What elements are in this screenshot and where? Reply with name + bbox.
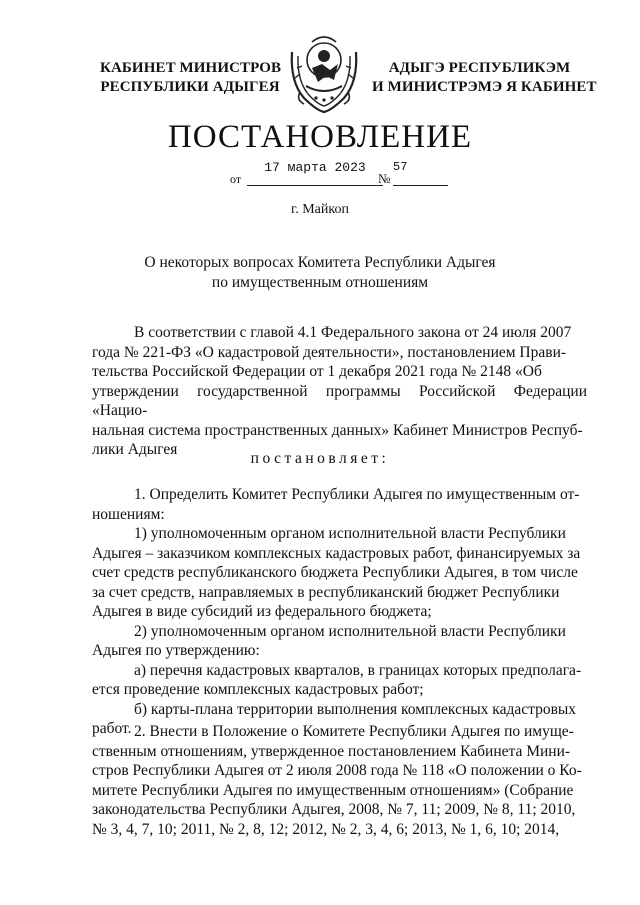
preamble-line: В соответствии с главой 4.1 Федерального закона от 24 июля 2007 — [134, 324, 572, 341]
item-2-line: стров Республики Адыгея от 2 июля 2008 года № 118 «О положении о Ко- — [92, 762, 582, 779]
item-2-line: 2. Внести в Положение о Комитете Республики Адыгея по имуще- — [134, 723, 574, 740]
item-1-2a-line: ется проведение комплексных кадастровых работ; — [92, 681, 424, 698]
document-subject — [0, 253, 640, 293]
city: г. Майкоп — [291, 202, 349, 217]
header-left-line-1: КАБИНЕТ МИНИСТРОВ — [100, 60, 282, 76]
header-right-line-1: АДЫГЭ РЕСПУБЛИКЭМ — [388, 60, 571, 76]
document-number: 57 — [393, 160, 448, 186]
item-1-1-line: Адыгея – заказчиком комплексных кадастровых работ, финансируемых за — [92, 544, 581, 562]
document-title: ПОСТАНОВЛЕНИЕ — [167, 119, 473, 155]
item-1-2a-line: а) перечня кадастровых кварталов, в границах которых предполага- — [134, 661, 582, 679]
item-1-block — [92, 485, 587, 739]
item-1-1-line: за счет средств, направляемых в республиканский бюджет Республики — [92, 583, 560, 601]
item-2-line: № 3, 4, 7, 10; 2011, № 2, 8, 12; 2012, № 2, 3, 4, 6; 2013, № 1, 6, 10; 2014, — [92, 820, 560, 838]
document-date: 17 марта 2023 — [247, 160, 383, 186]
header-right-authority — [372, 59, 597, 97]
preamble-paragraph — [92, 323, 587, 460]
item-1-line: 1. Определить Комитет Республики Адыгея по имущественным от- — [134, 486, 580, 503]
number-sign: № — [378, 171, 391, 186]
decree-word: постановляет: — [250, 450, 390, 467]
item-2-line: ственным отношениям, утвержденное постановлением Кабинета Мини- — [92, 742, 571, 760]
item-1-2-line: 2) уполномоченным органом исполнительной власти Республики — [134, 622, 566, 640]
subject-line-2: по имущественным отношениям — [211, 274, 429, 291]
preamble-line: лики Адыгея — [92, 441, 178, 458]
date-prefix: от — [230, 172, 242, 186]
preamble-line: утверждении государственной программы Российской Федерации «Нацио- — [92, 382, 587, 419]
item-1-2b-line: работ. — [92, 720, 132, 737]
preamble-line: тельства Российской Федерации от 1 декабря 2021 года № 2148 «Об — [92, 363, 542, 380]
item-1-2-line: Адыгея по утверждению: — [92, 642, 260, 659]
coat-of-arms-emblem-icon — [286, 34, 362, 114]
item-1-1-line: Адыгея в виде субсидий из федерального бюджета; — [92, 603, 432, 620]
item-1-1-line: счет средств республиканского бюджета Республики Адыгея, в том числе — [92, 564, 578, 581]
header-left-line-2: РЕСПУБЛИКИ АДЫГЕЯ — [100, 79, 280, 95]
subject-line-1: О некоторых вопросах Комитета Республики Адыгея — [144, 254, 496, 271]
item-1-2b-line: б) карты-плана территории выполнения комплексных кадастровых — [134, 700, 577, 718]
item-1-line: ношениям: — [92, 505, 165, 523]
item-2-block — [92, 722, 587, 839]
item-1-1-line: 1) уполномоченным органом исполнительной власти Республики — [134, 525, 566, 542]
item-2-line: законодательства Республики Адыгея, 2008, № 7, 11; 2009, № 8, 11; 2010, — [92, 801, 576, 818]
header-right-line-2: И МИНИСТРЭМЭ Я КАБИНЕТ — [372, 79, 597, 95]
preamble-line: года № 221-ФЗ «О кадастровой деятельности», постановлением Прави- — [92, 343, 567, 361]
preamble-line: нальная система пространственных данных» Кабинет Министров Респуб- — [92, 421, 583, 439]
date-number-line — [230, 160, 450, 188]
item-2-line: митете Республики Адыгея по имущественным отношениям» (Собрание — [92, 781, 574, 799]
header-left-authority — [100, 59, 280, 97]
